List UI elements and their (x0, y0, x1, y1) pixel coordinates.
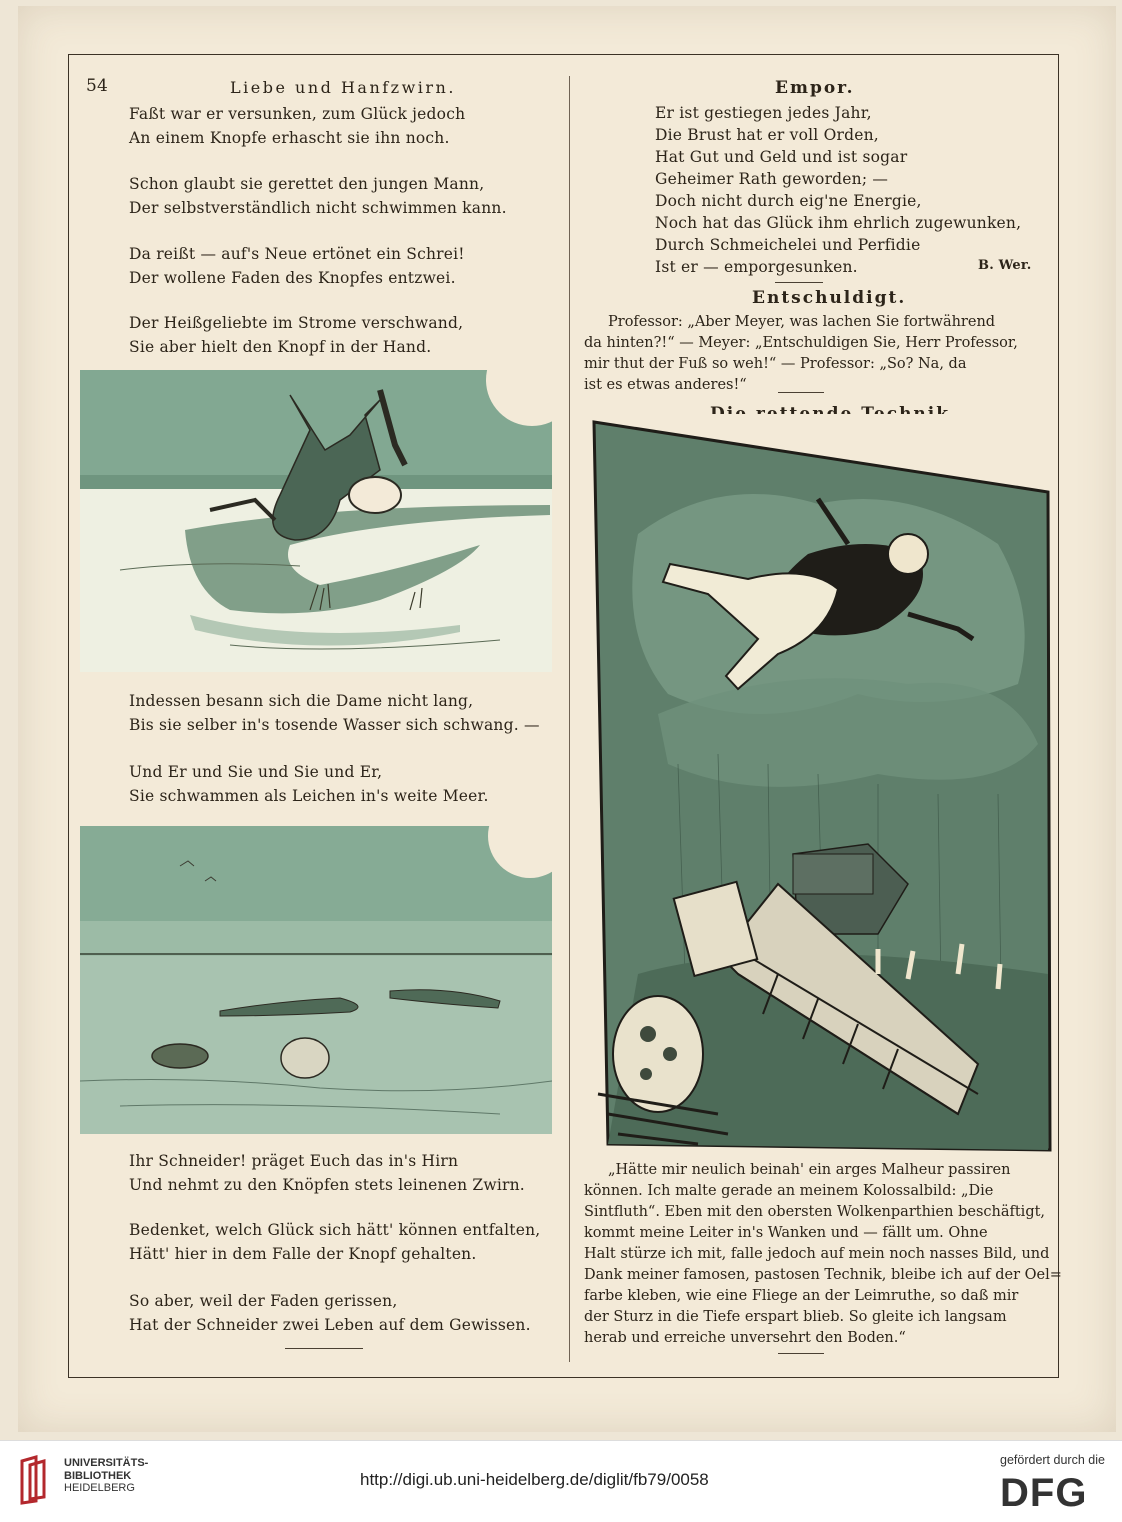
illustration-painter-canvas (578, 414, 1056, 1158)
prose-line: Sintfluth“. Eben mit den obersten Wolkenparthien beschäftigt, (584, 1204, 1046, 1220)
library-name-line: HEIDELBERG (64, 1482, 135, 1494)
illustration-falling-man (80, 370, 552, 672)
verse-line: Hat Gut und Geld und ist sogar (655, 148, 908, 166)
verse-line: Der selbstverständlich nicht schwimmen kann. (129, 199, 507, 217)
verse-line: So aber, weil der Faden gerissen, (129, 1292, 398, 1310)
illustration-floating-bodies (80, 826, 552, 1134)
library-logo-icon (18, 1455, 58, 1505)
prose-line: farbe kleben, wie eine Fliege an der Leimruthe, so daß mir (584, 1288, 1019, 1304)
verse-line: Faßt war er versunken, zum Glück jedoch (129, 105, 466, 123)
library-name (64, 1457, 148, 1495)
column-divider (569, 76, 570, 1362)
entschuldigt-title: Entschuldigt. (752, 288, 907, 308)
page-number: 54 (86, 76, 109, 96)
library-name-line: UNIVERSITÄTS- (64, 1457, 149, 1469)
prose-line: der Sturz in die Tiefe erspart blieb. So gleite ich langsam (584, 1309, 1007, 1325)
viewer-footer (0, 1440, 1122, 1522)
verse-line: Der Heißgeliebte im Strome verschwand, (129, 314, 464, 332)
empor-title: Empor. (775, 78, 855, 98)
prose-line: kommt meine Leiter in's Wanken und — fällt um. Ohne (584, 1225, 988, 1241)
prose-line: „Hätte mir neulich beinah' ein arges Malheur passiren (608, 1162, 1011, 1178)
verse-line: Sie schwammen als Leichen in's weite Meer. (129, 787, 489, 805)
verse-line: Schon glaubt sie gerettet den jungen Mann, (129, 175, 485, 193)
verse-line: Indessen besann sich die Dame nicht lang, (129, 692, 474, 710)
prose-line: können. Ich malte gerade an meinem Kolossalbild: „Die (584, 1183, 994, 1199)
verse-line: Die Brust hat er voll Orden, (655, 126, 879, 144)
verse-line: Bedenket, welch Glück sich hätt' können entfalten, (129, 1221, 541, 1239)
section-rule (775, 282, 823, 283)
end-rule (285, 1348, 363, 1349)
library-name-line: BIBLIOTHEK (64, 1469, 132, 1482)
end-rule (778, 1353, 824, 1354)
verse-line: Er ist gestiegen jedes Jahr, (655, 104, 872, 122)
prose-line: Halt stürze ich mit, falle jedoch auf mein noch nasses Bild, und (584, 1246, 1050, 1262)
prose-line: mir thut der Fuß so weh!“ — Professor: „So? Na, da (584, 356, 967, 372)
verse-line: Ihr Schneider! präget Euch das in's Hirn (129, 1152, 459, 1170)
prose-line: ist es etwas anderes!“ (584, 377, 747, 393)
dfg-logo: DFG (1000, 1471, 1088, 1515)
section-rule (778, 392, 824, 393)
author-signature: B. Wer. (978, 258, 1032, 273)
verse-line: An einem Knopfe erhascht sie ihn noch. (129, 129, 450, 147)
funded-by-label: gefördert durch die (1000, 1453, 1105, 1467)
prose-line: herab und erreiche unversehrt den Boden.“ (584, 1330, 906, 1346)
verse-line: Ist er — emporgesunken. (655, 258, 858, 276)
verse-line: Der wollene Faden des Knopfes entzwei. (129, 269, 456, 287)
verse-line: Sie aber hielt den Knopf in der Hand. (129, 338, 432, 356)
verse-line: Hätt' hier in dem Falle der Knopf gehalten. (129, 1245, 477, 1263)
prose-line: Dank meiner famosen, pastosen Technik, bleibe ich auf der Oel= (584, 1267, 1062, 1283)
prose-line: Professor: „Aber Meyer, was lachen Sie fortwährend (608, 314, 996, 330)
verse-line: Bis sie selber in's tosende Wasser sich schwang. — (129, 716, 540, 734)
verse-line: Und nehmt zu den Knöpfen stets leinenen Zwirn. (129, 1176, 525, 1194)
permalink-url[interactable]: http://digi.ub.uni-heidelberg.de/diglit/fb79/0058 (360, 1470, 709, 1489)
verse-line: Noch hat das Glück ihm ehrlich zugewunken, (655, 214, 1022, 232)
verse-line: Da reißt — auf's Neue ertönet ein Schrei! (129, 245, 465, 263)
verse-line: Hat der Schneider zwei Leben auf dem Gewissen. (129, 1316, 531, 1334)
poem-title: Liebe und Hanfzwirn. (230, 78, 456, 97)
verse-line: Durch Schmeichelei und Perfidie (655, 236, 921, 254)
verse-line: Geheimer Rath geworden; — (655, 170, 889, 188)
prose-line: da hinten?!“ — Meyer: „Entschuldigen Sie, Herr Professor, (584, 335, 1018, 351)
verse-line: Doch nicht durch eig'ne Energie, (655, 192, 922, 210)
verse-line: Und Er und Sie und Sie und Er, (129, 763, 383, 781)
